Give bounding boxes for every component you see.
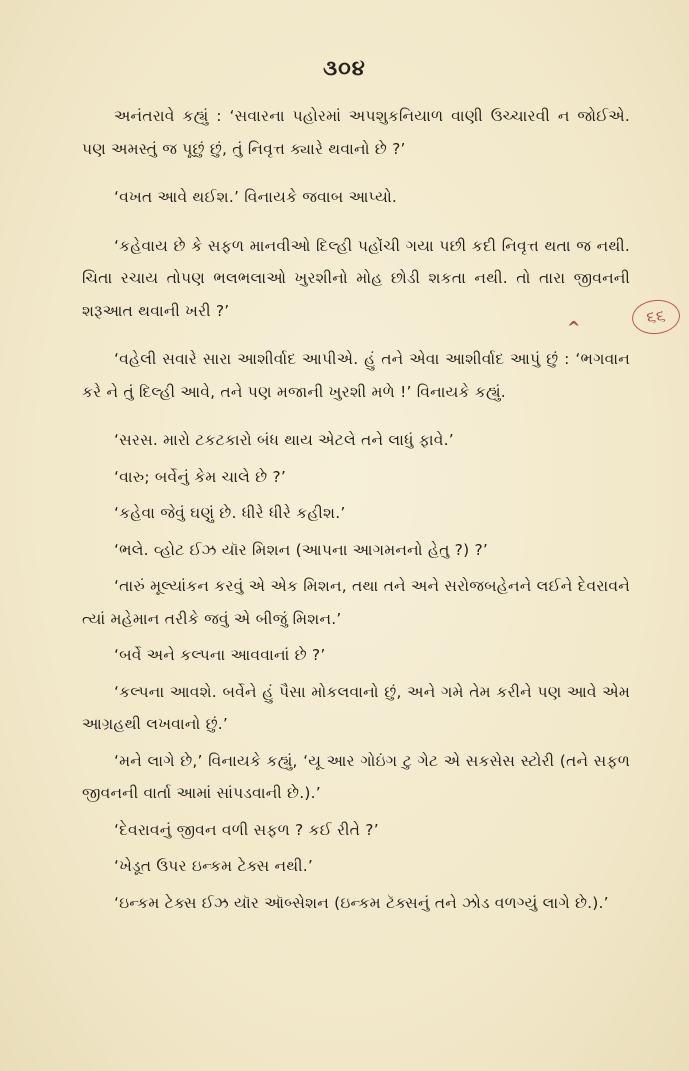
body-text bbox=[82, 100, 630, 923]
paragraph: ‘વહેલી સવારે સારા આશીર્વાદ આપીએ. હું તને એવા આશીર્વાદ આપું છું : ‘ભગવાન કરે ને તું દિલ્હી આવે, તને પણ મજાની ખુરશી મળે !’ વિનાયકે કહ્યું. bbox=[82, 350, 630, 401]
paragraph: ‘દેવરાવનું જીવન વળી સફળ ? કઈ રીતે ?’ bbox=[114, 820, 379, 839]
paragraph: અનંતરાવે કહ્યું : ‘સવારના પહોરમાં અપશુકનિયાળ વાણી ઉચ્ચારવી ન જોઈએ. પણ અમસ્તું જ પૂછું છું, તું નિવૃત્ત ક્યારે થવાનો છે ?’ bbox=[82, 107, 630, 158]
paragraph: ‘તારું મૂલ્યાંકન કરવું એ એક મિશન, તથા તને અને સરોજબહેનને લઈને દેવરાવને ત્યાં મહેમાન તરીકે જવું એ બીજું મિશન.’ bbox=[82, 577, 630, 628]
paragraph: ‘ઇન્કમ ટેક્સ ઈઝ યૉર ઑબ્સેશન (ઇન્કમ ટૅક્સનું તને ઝોડ વળગ્યું લાગે છે.).’ bbox=[114, 893, 609, 912]
paragraph: ‘સરસ. મારો ટકટકારો બંધ થાય એટલે તને લાધું ફાવે.’ bbox=[114, 431, 454, 449]
margin-annotation: ૬૬ bbox=[630, 298, 681, 337]
page-number: ૩૦૪ bbox=[323, 56, 366, 80]
paragraph: ‘કહેવાય છે કે સફળ માનવીઓ દિલ્હી પહોંચી ગયા પછી કદી નિવૃત્ત થતા જ નથી. ચિતા રચાય તોપણ ભલભલાઓ ખુરશીનો મોહ છોડી શકતા નથી. તો તારા જીવનની શરૂઆત થવાની ખરી ?’ bbox=[82, 236, 630, 320]
paragraph: ‘ભલે. વ્હોટ ઈઝ યૉર મિશન (આપના આગમનનો હેતુ ?) ?’ bbox=[114, 540, 489, 559]
paragraph: ‘બર્વે અને કલ્પના આવવાનાં છે ?’ bbox=[114, 646, 326, 664]
paragraph: ‘વારુ; બર્વેનું કેમ ચાલે છે ?’ bbox=[114, 467, 286, 486]
paragraph: ‘વખત આવે થઈશ.’ વિનાયકે જવાબ આપ્યો. bbox=[114, 188, 398, 206]
paragraph: ‘કલ્પના આવશે. બર્વેને હું પૈસા મોકલવાનો છું, અને ગમે તેમ કરીને પણ આવે એમ આગ્રહથી લખવાનો છું.’ bbox=[82, 682, 630, 733]
paragraph: ‘ખેડૂત ઉપર ઇન્કમ ટેક્સ નથી.’ bbox=[114, 857, 314, 875]
insertion-caret-mark: ^ bbox=[567, 318, 581, 337]
paragraph: ‘કહેવા જેવું ઘણું છે. ધીરે ધીરે કહીશ.’ bbox=[114, 504, 346, 522]
paragraph: ‘મને લાગે છે,’ વિનાયકે કહ્યું, ‘યૂ આર ગોઇંગ ટુ ગેટ એ સકસેસ સ્ટોરી (તને સફળ જીવનની વાર્તા આમાં સાંપડવાની છે.).’ bbox=[82, 751, 630, 802]
